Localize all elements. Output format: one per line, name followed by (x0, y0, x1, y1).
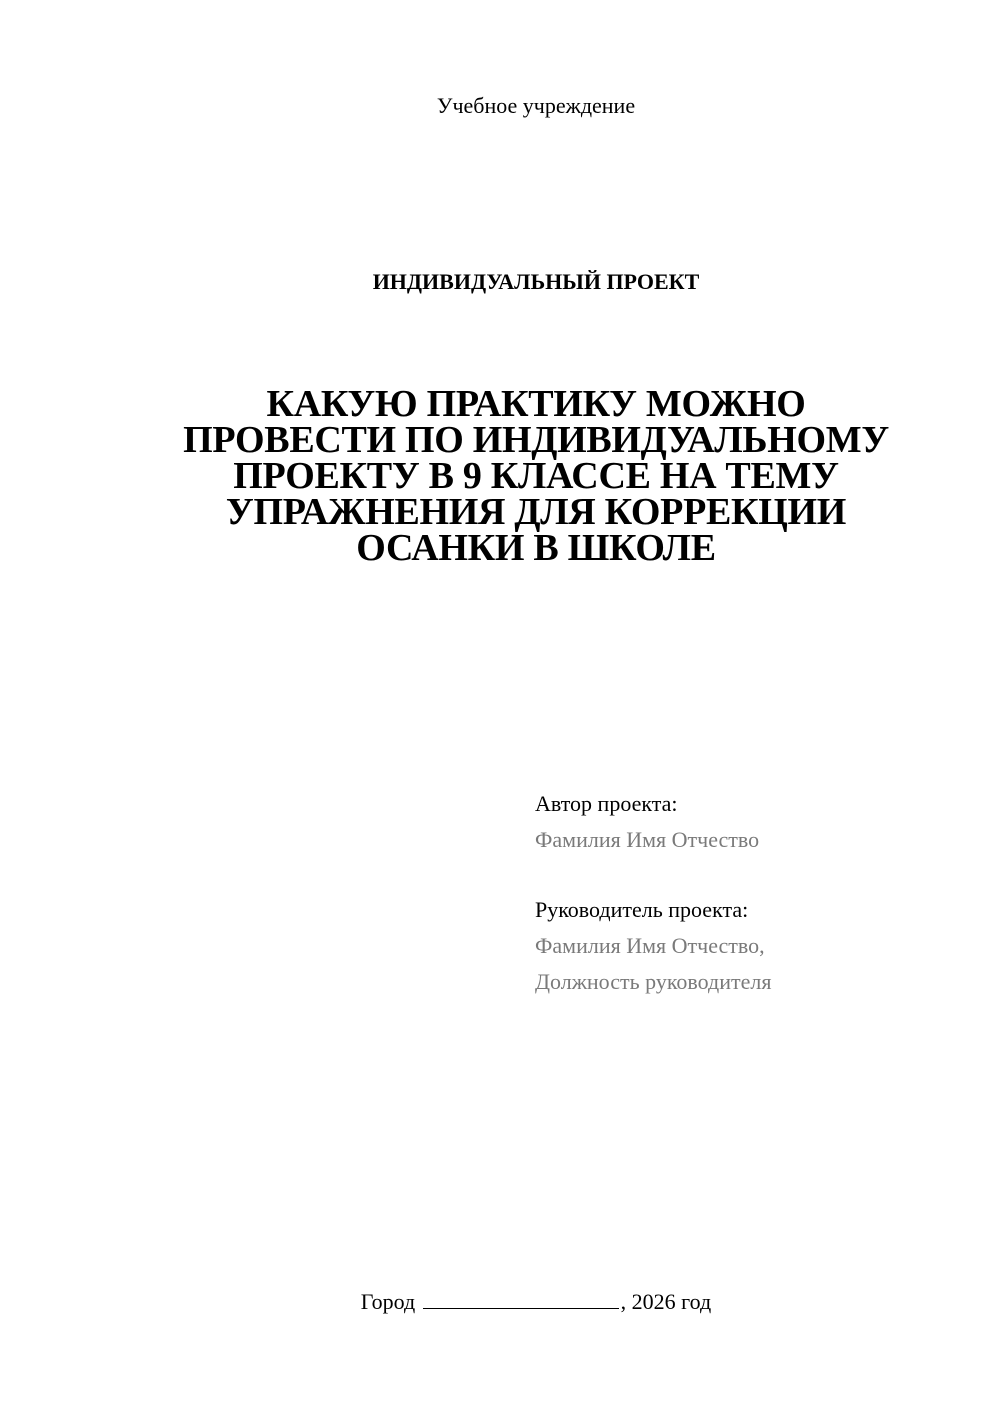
city-blank-line (423, 1288, 619, 1309)
title-line: КАКУЮ ПРАКТИКУ МОЖНО (266, 383, 806, 425)
title-line: ПРОВЕСТИ ПО ИНДИВИДУАЛЬНОМУ (183, 419, 889, 461)
author-block (535, 786, 975, 858)
author-name: Фамилия Имя Отчество (535, 827, 760, 852)
title-line: ОСАНКИ В ШКОЛЕ (356, 527, 716, 569)
institution-name: Учебное учреждение (436, 93, 636, 118)
year-text: , 2026 год (620, 1289, 712, 1314)
project-title (150, 383, 922, 569)
supervisor-block (535, 892, 975, 1000)
title-line: УПРАЖНЕНИЯ ДЛЯ КОРРЕКЦИИ (225, 491, 847, 533)
supervisor-position: Должность руководителя (535, 969, 772, 994)
city-label: Город (360, 1289, 416, 1314)
author-label: Автор проекта: (535, 791, 678, 816)
project-type-heading: ИНДИВИДУАЛЬНЫЙ ПРОЕКТ (372, 269, 700, 294)
supervisor-label: Руководитель проекта: (535, 897, 749, 922)
title-line: ПРОЕКТУ В 9 КЛАССЕ НА ТЕМУ (233, 455, 839, 497)
footer-city-year (0, 1287, 1000, 1317)
supervisor-name: Фамилия Имя Отчество, (535, 933, 765, 958)
